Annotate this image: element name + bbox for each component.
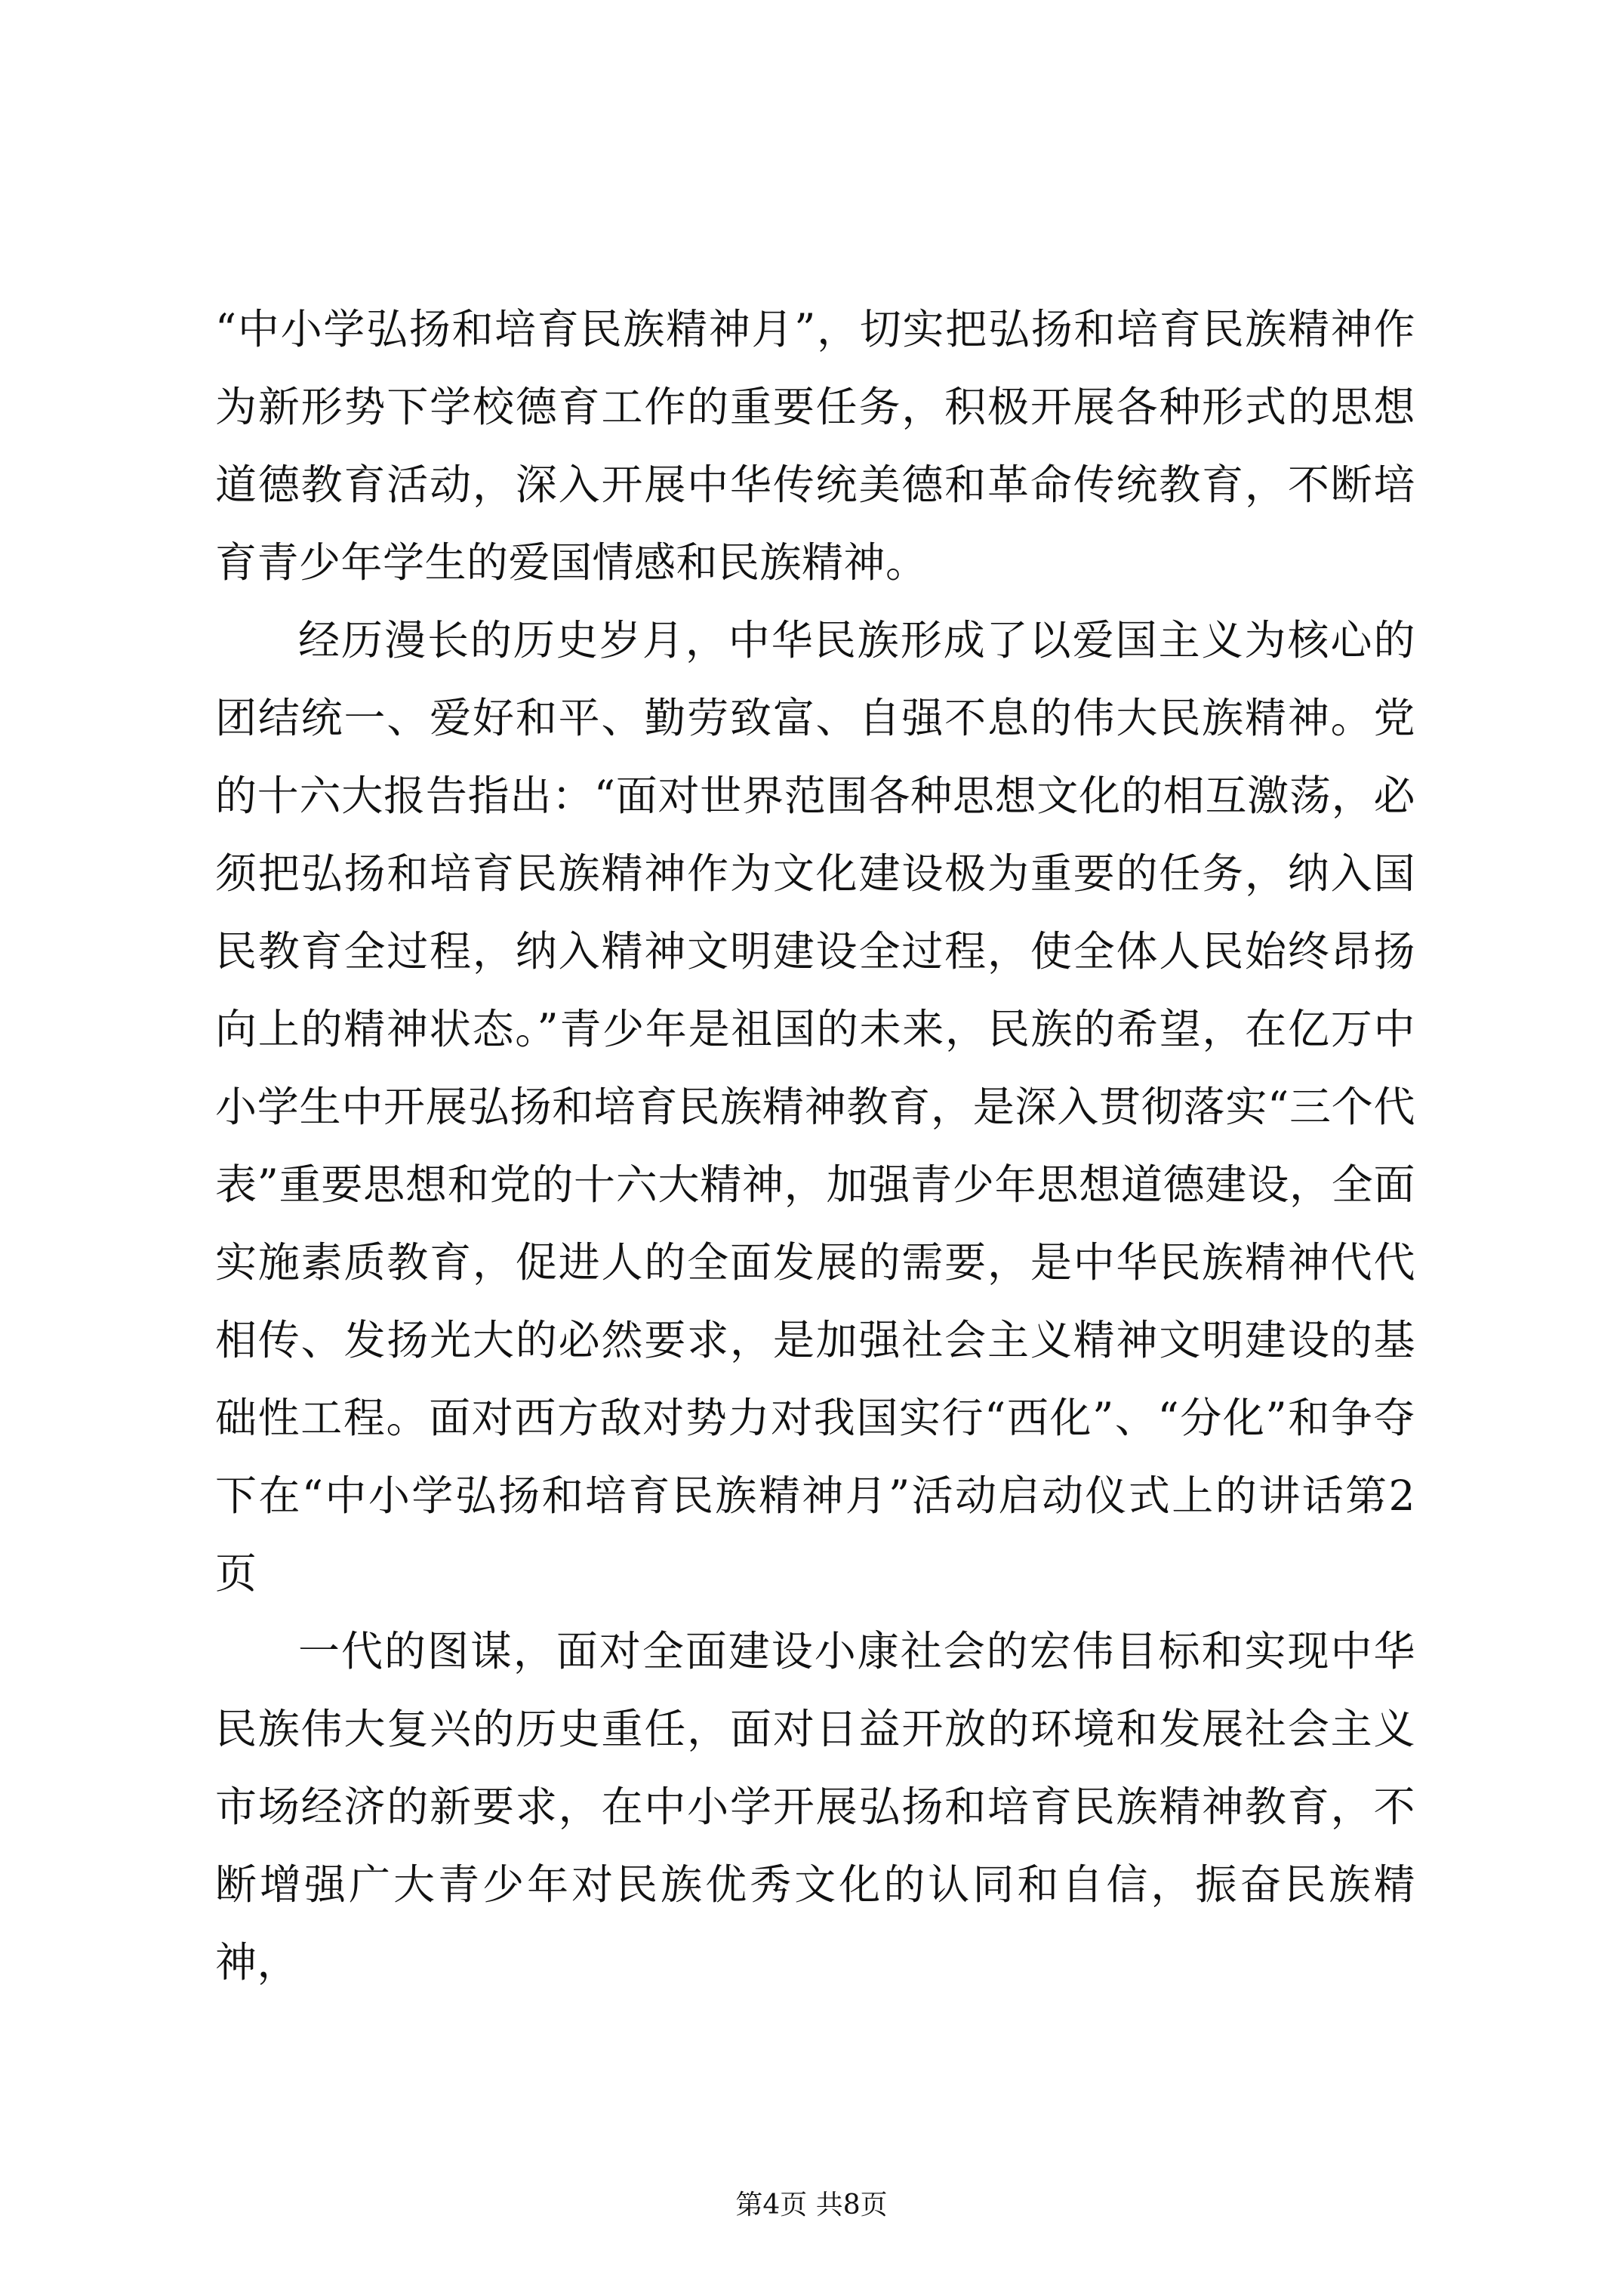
document-body xyxy=(215,291,1415,2002)
paragraph-3: 一代的图谋，面对全面建设小康社会的宏伟目标和实现中华民族伟大复兴的历史重任，面对日益开放的环境和发展社会主义市场经济的新要求，在中小学开展弘扬和培育民族精神教育，不断增强广大青少年对民族优秀文化的认同和自信，振奋民族精神， xyxy=(215,1627,1415,1986)
page-footer: 第4页 共8页 xyxy=(735,2190,888,2220)
paragraph-2: 经历漫长的历史岁月，中华民族形成了以爱国主义为核心的团结统一、爱好和平、勤劳致富、自强不息的伟大民族精神。党的十六大报告指出：“面对世界范围各种思想文化的相互激荡，必须把弘扬和培育民族精神作为文化建设极为重要的任务，纳入国民教育全过程，纳入精神文明建设全过程，使全体人民始终昂扬向上的精神状态。”青少年是祖国的未来，民族的希望，在亿万中小学生中开展弘扬和培育民族精神教育，是深入贯彻落实“三个代表”重要思想和党的十六大精神，加强青少年思想道德建设，全面实施素质教育，促进人的全面发展的需要，是中华民族精神代代相传、发扬光大的必然要求，是加强社会主义精神文明建设的基础性工程。面对西方敌对势力对我国实行“西化”、“分化”和争夺下在“中小学弘扬和培育民族精神月”活动启动仪式上的讲话第2页 xyxy=(215,616,1415,1598)
paragraph-1: “中小学弘扬和培育民族精神月”，切实把弘扬和培育民族精神作为新形势下学校德育工作的重要任务，积极开展各种形式的思想道德教育活动，深入开展中华传统美德和革命传统教育，不断培育青少年学生的爱国情感和民族精神。 xyxy=(215,305,1415,587)
